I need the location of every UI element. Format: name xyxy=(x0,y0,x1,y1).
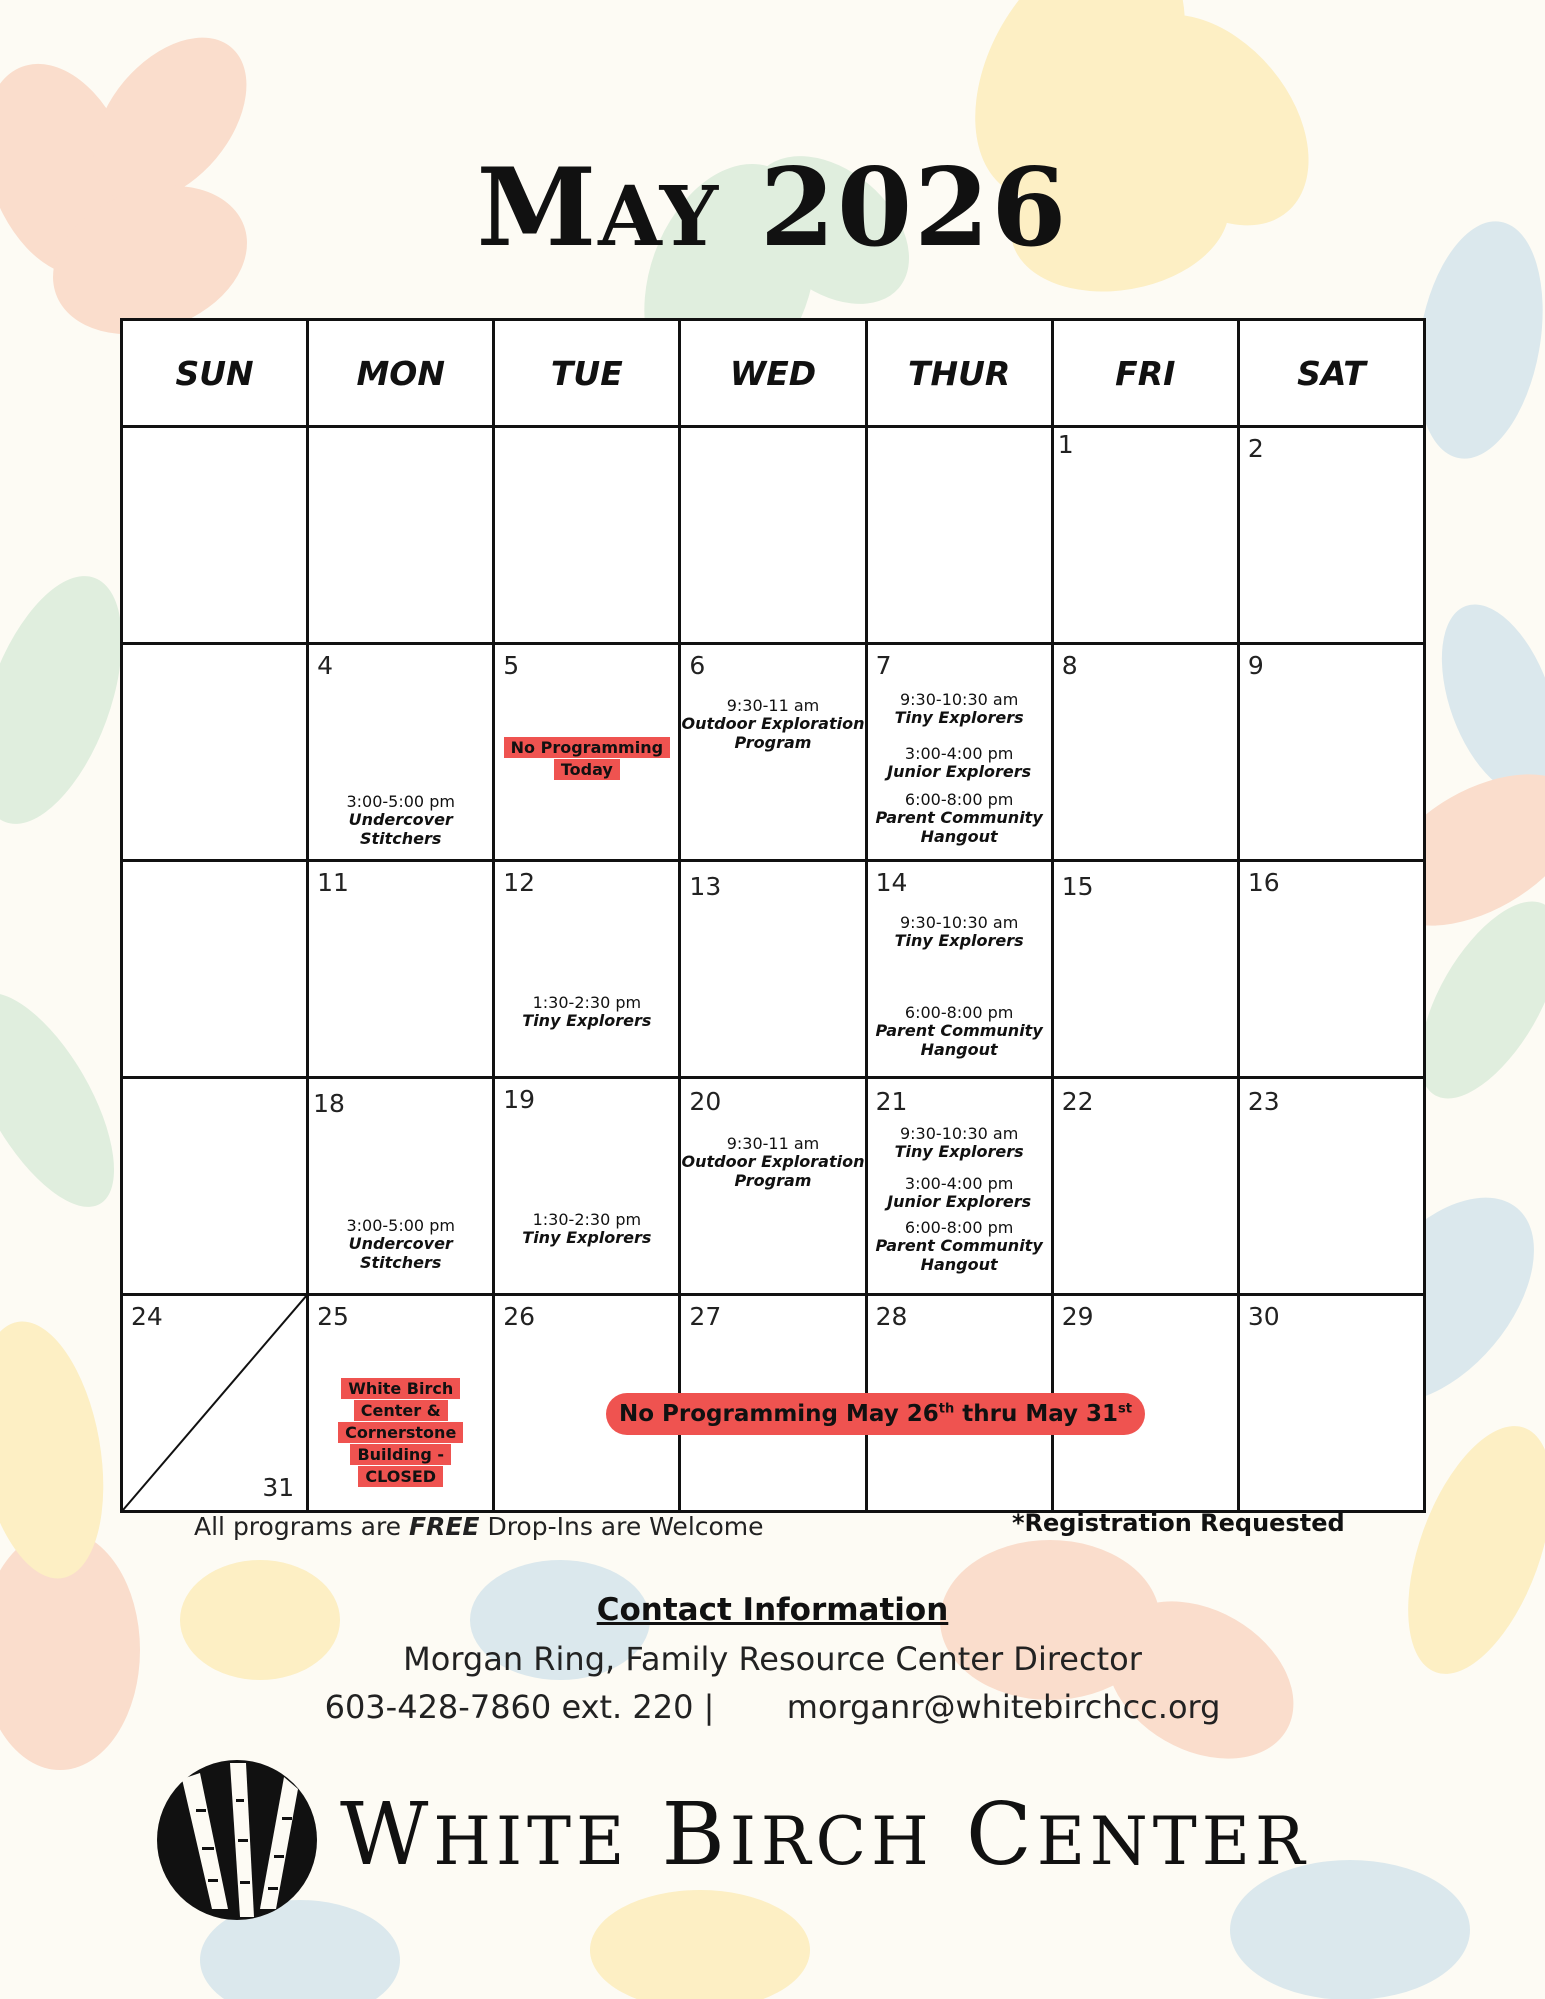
day-number: 8 xyxy=(1061,651,1078,680)
day-cell-18 xyxy=(308,1078,494,1295)
event-tiny-explorers xyxy=(868,1125,1051,1162)
event-time: 3:00-4:00 pm xyxy=(904,1174,1014,1193)
event-time: 1:30-2:30 pm xyxy=(532,1210,642,1229)
day-number: 1 xyxy=(1057,430,1074,459)
event-name: Tiny Explorers xyxy=(894,931,1024,951)
day-cell-24-31 xyxy=(122,1295,308,1512)
day-cell-11 xyxy=(308,861,494,1078)
day-number: 18 xyxy=(313,1089,345,1118)
day-number: 20 xyxy=(689,1087,722,1116)
event-time: 9:30-10:30 am xyxy=(899,690,1019,709)
event-time: 3:00-4:00 pm xyxy=(904,744,1014,763)
event-name: Outdoor Exploration Program xyxy=(681,1152,865,1190)
day-cell-15 xyxy=(1052,861,1238,1078)
day-number: 25 xyxy=(317,1302,349,1331)
day-cell-4 xyxy=(308,644,494,861)
weekday-wed: WED xyxy=(680,320,866,427)
event-tiny-explorers xyxy=(495,994,678,1031)
day-number: 27 xyxy=(689,1302,722,1331)
day-number: 21 xyxy=(875,1087,908,1116)
day-cell-empty xyxy=(308,427,494,644)
birch-trees-icon xyxy=(156,1759,318,1921)
free-programs-note: All programs are FREE Drop-Ins are Welcome xyxy=(194,1512,764,1541)
day-cell-empty xyxy=(680,427,866,644)
week-row xyxy=(122,427,1425,644)
day-cell-2 xyxy=(1238,427,1424,644)
event-time: 9:30-11 am xyxy=(726,1134,820,1153)
day-number: 13 xyxy=(689,872,722,901)
event-time: 6:00-8:00 pm xyxy=(904,1218,1014,1237)
week-row xyxy=(122,1078,1425,1295)
event-time: 1:30-2:30 pm xyxy=(532,993,642,1012)
calendar-grid xyxy=(120,318,1426,1513)
weekday-mon: MON xyxy=(308,320,494,427)
day-cell-1 xyxy=(1052,427,1238,644)
event-name: Parent Community Hangout xyxy=(875,1021,1043,1059)
white-birch-logo xyxy=(150,1755,1400,1925)
event-tiny-explorers xyxy=(868,691,1051,728)
day-cell-30 xyxy=(1238,1295,1424,1512)
day-number: 30 xyxy=(1247,1302,1280,1331)
event-name: Parent Community Hangout xyxy=(875,808,1043,846)
day-number: 28 xyxy=(875,1302,908,1331)
event-time: 6:00-8:00 pm xyxy=(904,790,1014,809)
day-cell-14 xyxy=(866,861,1052,1078)
title-year: 2026 xyxy=(759,145,1069,271)
event-parent-community-hangout xyxy=(868,791,1051,846)
day-cell-21 xyxy=(866,1078,1052,1295)
event-junior-explorers xyxy=(868,1175,1051,1212)
event-undercover-stitchers xyxy=(309,793,492,848)
title-month: MAY xyxy=(476,145,721,271)
day-cell-6 xyxy=(680,644,866,861)
event-junior-explorers xyxy=(868,745,1051,782)
event-parent-community-hangout xyxy=(868,1219,1051,1274)
day-cell-13 xyxy=(680,861,866,1078)
event-tiny-explorers xyxy=(495,1211,678,1248)
event-name: Undercover Stitchers xyxy=(348,810,453,848)
contact-heading: Contact Information xyxy=(596,1592,949,1628)
weekday-sat: SAT xyxy=(1238,320,1424,427)
week-row xyxy=(122,861,1425,1078)
event-name: Tiny Explorers xyxy=(522,1011,652,1031)
event-outdoor-exploration xyxy=(681,697,864,752)
event-time: 9:30-10:30 am xyxy=(899,1124,1019,1143)
event-time: 3:00-5:00 pm xyxy=(346,792,455,811)
weekday-tue: TUE xyxy=(494,320,680,427)
day-number: 19 xyxy=(503,1085,536,1114)
day-cell-empty xyxy=(866,427,1052,644)
event-parent-community-hangout xyxy=(868,1004,1051,1059)
day-cell-12 xyxy=(494,861,680,1078)
page-title xyxy=(0,145,1545,271)
day-cell-19 xyxy=(494,1078,680,1295)
event-outdoor-exploration xyxy=(681,1135,864,1190)
event-name: Undercover Stitchers xyxy=(348,1234,453,1272)
day-number: 9 xyxy=(1247,651,1264,680)
day-cell-empty xyxy=(122,427,308,644)
logo-wordmark: WHITE BIRCH CENTER xyxy=(340,1785,1310,1885)
day-number: 31 xyxy=(262,1473,295,1502)
event-time: 3:00-5:00 pm xyxy=(346,1216,455,1235)
contact-line-2 xyxy=(0,1688,1545,1726)
day-number: 23 xyxy=(1247,1087,1280,1116)
contact-director: Morgan Ring, Family Resource Center Director xyxy=(403,1640,1142,1678)
day-number: 7 xyxy=(875,651,892,680)
day-number: 26 xyxy=(503,1302,536,1331)
day-number: 15 xyxy=(1061,872,1094,901)
day-number: 29 xyxy=(1061,1302,1094,1331)
event-name: Parent Community Hangout xyxy=(875,1236,1043,1274)
day-number: 22 xyxy=(1061,1087,1094,1116)
day-cell-16 xyxy=(1238,861,1424,1078)
no-programming-today-badge: No Programming Today xyxy=(503,737,670,781)
event-name: Junior Explorers xyxy=(887,762,1032,782)
day-number: 4 xyxy=(317,651,334,680)
day-number: 12 xyxy=(503,868,536,897)
day-number: 2 xyxy=(1247,434,1264,463)
event-tiny-explorers xyxy=(868,914,1051,951)
day-number: 14 xyxy=(875,868,908,897)
day-cell-empty xyxy=(494,427,680,644)
day-cell-9 xyxy=(1238,644,1424,861)
day-cell-22 xyxy=(1052,1078,1238,1295)
event-name: Tiny Explorers xyxy=(522,1228,652,1248)
day-cell-empty xyxy=(122,861,308,1078)
event-name: Outdoor Exploration Program xyxy=(681,714,865,752)
day-number: 11 xyxy=(317,868,349,897)
day-cell-25 xyxy=(308,1295,494,1512)
event-name: Junior Explorers xyxy=(887,1192,1032,1212)
day-number: 16 xyxy=(1247,868,1280,897)
day-cell-20 xyxy=(680,1078,866,1295)
event-name: Tiny Explorers xyxy=(894,1142,1024,1162)
event-time: 9:30-10:30 am xyxy=(899,913,1019,932)
day-cell-empty xyxy=(122,1078,308,1295)
event-time: 9:30-11 am xyxy=(726,696,820,715)
contact-email[interactable]: morganr@whitebirchcc.org xyxy=(786,1688,1221,1726)
day-cell-7 xyxy=(866,644,1052,861)
day-number: 5 xyxy=(503,651,520,680)
event-name: Tiny Explorers xyxy=(894,708,1024,728)
day-number: 24 xyxy=(131,1302,163,1331)
weekday-fri: FRI xyxy=(1052,320,1238,427)
weekday-sun: SUN xyxy=(122,320,308,427)
day-number: 6 xyxy=(689,651,706,680)
weekday-thur: THUR xyxy=(866,320,1052,427)
registration-note: *Registration Requested xyxy=(1012,1509,1345,1537)
day-cell-23 xyxy=(1238,1078,1424,1295)
weekday-header-row xyxy=(122,320,1425,427)
day-cell-5 xyxy=(494,644,680,861)
event-time: 6:00-8:00 pm xyxy=(904,1003,1014,1022)
week-row xyxy=(122,644,1425,861)
no-programming-range-banner: No Programming May 26th thru May 31st xyxy=(606,1393,1145,1435)
building-closed-badge: White Birch Center & Cornerstone Building - CLOSED xyxy=(313,1378,488,1488)
day-cell-8 xyxy=(1052,644,1238,861)
day-cell-empty xyxy=(122,644,308,861)
contact-phone[interactable]: 603-428-7860 ext. 220 | xyxy=(324,1688,715,1726)
event-undercover-stitchers xyxy=(309,1217,492,1272)
